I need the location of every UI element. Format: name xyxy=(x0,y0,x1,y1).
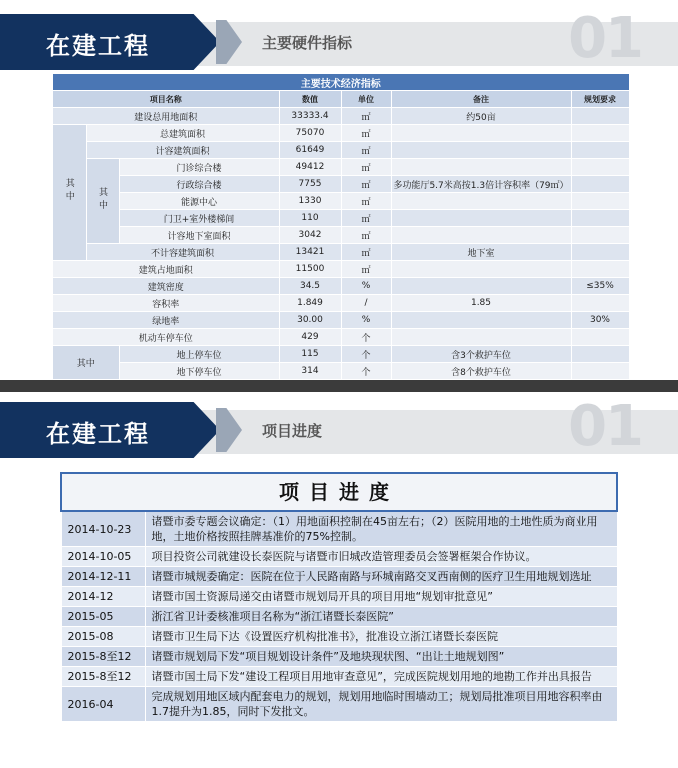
section-number: 01 xyxy=(568,6,642,71)
slide-banner xyxy=(0,6,678,71)
group-label-outer: 其中 xyxy=(53,125,86,261)
row-name: 总建筑面积 xyxy=(86,125,279,142)
row-requirement xyxy=(571,108,629,125)
row-unit: ㎡ xyxy=(341,244,391,261)
row-name: 绿地率 xyxy=(53,312,279,329)
row-name: 建设总用地面积 xyxy=(53,108,279,125)
row-date: 2016-04 xyxy=(61,687,145,722)
row-requirement xyxy=(571,295,629,312)
group-label-inner: 其中 xyxy=(86,159,119,244)
project-progress-table xyxy=(60,472,618,722)
row-name: 计容建筑面积 xyxy=(86,142,279,159)
row-value: 115 xyxy=(279,346,341,363)
row-value: 1.849 xyxy=(279,295,341,312)
row-name: 地上停车位 xyxy=(119,346,279,363)
row-requirement xyxy=(571,329,629,346)
table-row xyxy=(53,329,629,346)
row-text: 诸暨市国土局下发“建设工程项目用地审查意见”，完成医院规划用地的地勘工作并出具报告 xyxy=(145,667,617,687)
row-value: 3042 xyxy=(279,227,341,244)
table-row xyxy=(53,193,629,210)
table-row xyxy=(53,295,629,312)
row-unit: ㎡ xyxy=(341,193,391,210)
row-value: 11500 xyxy=(279,261,341,278)
row-value: 75070 xyxy=(279,125,341,142)
row-requirement xyxy=(571,125,629,142)
table-row xyxy=(53,210,629,227)
row-unit: 个 xyxy=(341,363,391,380)
row-unit: ㎡ xyxy=(341,108,391,125)
table-row xyxy=(53,125,629,142)
row-text: 诸暨市委专题会议确定：（1）用地面积控制在45亩左右；（2）医院用地的土地性质为商业用地，土地价格按照挂牌基准价的75%控制。 xyxy=(145,511,617,547)
row-name: 建筑占地面积 xyxy=(53,261,279,278)
row-value: 13421 xyxy=(279,244,341,261)
col-header: 项目名称 xyxy=(53,91,279,108)
banner-title: 在建工程 xyxy=(46,32,150,60)
table-row xyxy=(53,227,629,244)
table-row xyxy=(53,363,629,380)
row-unit: ㎡ xyxy=(341,125,391,142)
row-name: 门卫+室外楼梯间 xyxy=(119,210,279,227)
banner-subtitle: 项目进度 xyxy=(262,422,323,440)
table-row xyxy=(61,627,617,647)
row-requirement: 30% xyxy=(571,312,629,329)
row-name: 行政综合楼 xyxy=(119,176,279,193)
row-requirement xyxy=(571,210,629,227)
row-name: 机动车停车位 xyxy=(53,329,279,346)
row-date: 2014-12-11 xyxy=(61,567,145,587)
row-name: 计容地下室面积 xyxy=(119,227,279,244)
table-row xyxy=(53,244,629,261)
row-date: 2015-8至12 xyxy=(61,647,145,667)
row-requirement xyxy=(571,261,629,278)
row-value: 33333.4 xyxy=(279,108,341,125)
table-row xyxy=(53,142,629,159)
row-value: 30.00 xyxy=(279,312,341,329)
table-header-row xyxy=(53,91,629,108)
row-text: 诸暨市城规委确定：医院在位于人民路南路与环城南路交叉西南侧的医疗卫生用地规划选址 xyxy=(145,567,617,587)
row-note xyxy=(391,278,571,295)
row-name: 容积率 xyxy=(53,295,279,312)
row-unit: % xyxy=(341,278,391,295)
row-date: 2014-10-05 xyxy=(61,547,145,567)
technical-indicators-table xyxy=(53,74,630,380)
row-value: 61649 xyxy=(279,142,341,159)
slide-hardware-indicators xyxy=(0,0,678,380)
table-row xyxy=(53,278,629,295)
row-note: 多功能厅5.7米高按1.3倍计容积率（79㎡） xyxy=(391,176,571,193)
row-value: 1330 xyxy=(279,193,341,210)
row-value: 49412 xyxy=(279,159,341,176)
table-row xyxy=(61,567,617,587)
row-unit: ㎡ xyxy=(341,176,391,193)
row-date: 2015-05 xyxy=(61,607,145,627)
table-row xyxy=(61,607,617,627)
row-requirement xyxy=(571,176,629,193)
row-note: 地下室 xyxy=(391,244,571,261)
row-note: 含8个救护车位 xyxy=(391,363,571,380)
row-unit: 个 xyxy=(341,346,391,363)
row-requirement: ≤35% xyxy=(571,278,629,295)
row-note xyxy=(391,227,571,244)
row-date: 2015-8至12 xyxy=(61,667,145,687)
row-note xyxy=(391,159,571,176)
row-requirement xyxy=(571,142,629,159)
col-header: 规划要求 xyxy=(571,91,629,108)
row-text: 诸暨市国土资源局递交由诸暨市规划局开具的项目用地“规划审批意见” xyxy=(145,587,617,607)
row-unit: / xyxy=(341,295,391,312)
section-number: 01 xyxy=(568,394,642,459)
row-unit: 个 xyxy=(341,329,391,346)
table-row xyxy=(53,346,629,363)
row-note xyxy=(391,312,571,329)
col-header: 数值 xyxy=(279,91,341,108)
table-caption: 主要技术经济指标 xyxy=(53,74,629,91)
col-header: 备注 xyxy=(391,91,571,108)
row-note: 约50亩 xyxy=(391,108,571,125)
row-unit: ㎡ xyxy=(341,210,391,227)
table-row xyxy=(53,108,629,125)
row-text: 诸暨市卫生局下达《设置医疗机构批准书》，批准设立浙江诸暨长泰医院 xyxy=(145,627,617,647)
table-row xyxy=(53,159,629,176)
row-value: 34.5 xyxy=(279,278,341,295)
slide-banner xyxy=(0,394,678,459)
row-value: 429 xyxy=(279,329,341,346)
row-requirement xyxy=(571,363,629,380)
table-row xyxy=(61,647,617,667)
row-text: 项目投资公司就建设长泰医院与诸暨市旧城改造管理委员会签署框架合作协议。 xyxy=(145,547,617,567)
banner-subtitle: 主要硬件指标 xyxy=(262,34,353,52)
row-text: 完成规划用地区域内配套电力的规划，规划用地临时围墙动工；规划局批准项目用地容积率由1.7提升为1.85，同时下发批文。 xyxy=(145,687,617,722)
progress-caption: 项目进度 xyxy=(61,473,617,511)
row-requirement xyxy=(571,193,629,210)
row-date: 2015-08 xyxy=(61,627,145,647)
row-unit: ㎡ xyxy=(341,142,391,159)
row-value: 7755 xyxy=(279,176,341,193)
row-text: 诸暨市规划局下发“项目规划设计条件”及地块现状图、“出让土地规划图” xyxy=(145,647,617,667)
table-row xyxy=(53,261,629,278)
row-unit: ㎡ xyxy=(341,227,391,244)
row-note: 1.85 xyxy=(391,295,571,312)
group-label-parking: 其中 xyxy=(53,346,119,380)
row-date: 2014-12 xyxy=(61,587,145,607)
table-row xyxy=(61,547,617,567)
row-date: 2014-10-23 xyxy=(61,511,145,547)
row-unit: ㎡ xyxy=(341,159,391,176)
table-row xyxy=(53,312,629,329)
row-text: 浙江省卫计委核准项目名称为“浙江诸暨长泰医院” xyxy=(145,607,617,627)
row-note xyxy=(391,125,571,142)
row-name: 门诊综合楼 xyxy=(119,159,279,176)
row-requirement xyxy=(571,244,629,261)
row-value: 110 xyxy=(279,210,341,227)
table-row xyxy=(53,176,629,193)
row-note: 含3个救护车位 xyxy=(391,346,571,363)
table-row xyxy=(61,587,617,607)
row-note xyxy=(391,210,571,227)
table-row xyxy=(61,667,617,687)
slide-project-progress xyxy=(0,392,678,768)
row-note xyxy=(391,142,571,159)
row-unit: % xyxy=(341,312,391,329)
row-name: 能源中心 xyxy=(119,193,279,210)
row-value: 314 xyxy=(279,363,341,380)
row-note xyxy=(391,193,571,210)
slide-separator xyxy=(0,380,678,392)
row-unit: ㎡ xyxy=(341,261,391,278)
table-row xyxy=(61,511,617,547)
row-name: 建筑密度 xyxy=(53,278,279,295)
col-header: 单位 xyxy=(341,91,391,108)
row-name: 地下停车位 xyxy=(119,363,279,380)
row-requirement xyxy=(571,159,629,176)
row-name: 不计容建筑面积 xyxy=(86,244,279,261)
banner-title: 在建工程 xyxy=(46,420,150,448)
row-requirement xyxy=(571,227,629,244)
row-requirement xyxy=(571,346,629,363)
row-note xyxy=(391,261,571,278)
row-note xyxy=(391,329,571,346)
table-row xyxy=(61,687,617,722)
